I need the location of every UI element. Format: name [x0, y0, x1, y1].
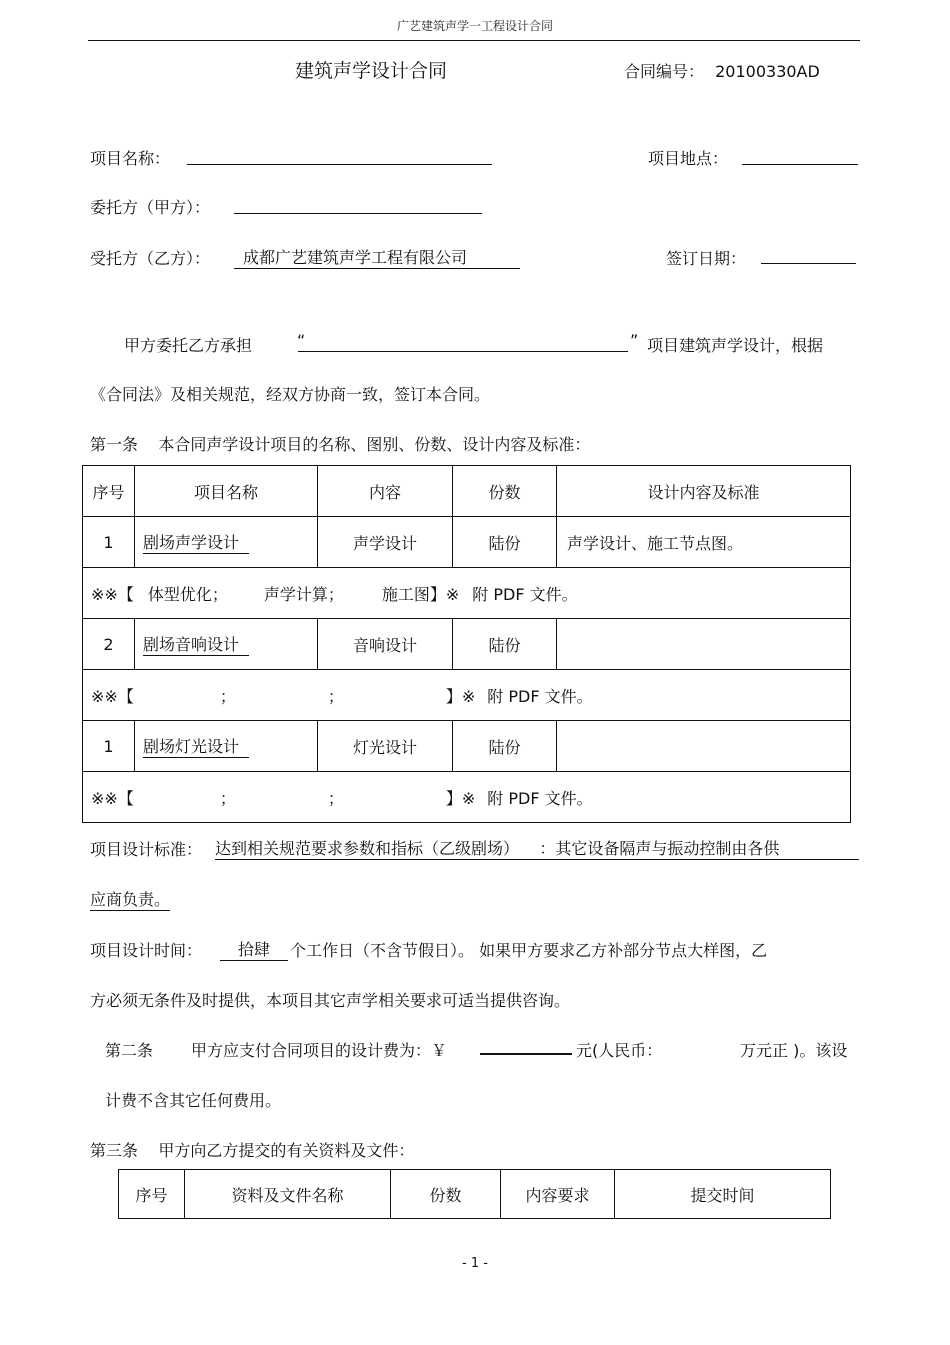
design-standard-text: 达到相关规范要求参数和指标（乙级剧场） ：其它设备隔声与振动控制由各供 — [215, 836, 859, 860]
row-no: 1 — [83, 721, 135, 772]
col-header-content: 内容 — [318, 466, 453, 517]
row-copies: 陆份 — [453, 619, 557, 670]
article-1-heading: 第一条 本合同声学设计项目的名称、图别、份数、设计内容及标准： — [90, 435, 591, 454]
sign-date-field[interactable] — [761, 263, 856, 264]
col-header-no: 序号 — [83, 466, 135, 517]
row-copies: 陆份 — [453, 517, 557, 568]
design-fee-field[interactable] — [480, 1053, 572, 1055]
design-time-text: 个工作日（不含节假日）。 如果甲方要求乙方补部分节点大样图，乙 — [290, 941, 768, 960]
project-name-label: 项目名称： — [90, 149, 171, 168]
note-open: ※※【 — [91, 686, 134, 706]
contractor-label: 受托方（乙方）： — [90, 249, 211, 268]
design-standard-label: 项目设计标准： — [90, 840, 203, 859]
design-time-days: 拾肆 — [220, 937, 288, 961]
project-location-label: 项目地点： — [648, 149, 729, 168]
contract-title: 建筑声学设计合同 — [294, 60, 447, 82]
documents-table — [118, 1169, 831, 1219]
row-copies: 陆份 — [453, 721, 557, 772]
row-project-name: 剧场声学设计 — [135, 517, 318, 568]
design-time-text-cont: 方必须无条件及时提供，本项目其它声学相关要求可适当提供咨询。 — [90, 991, 571, 1010]
sign-date-label: 签订日期： — [666, 249, 747, 268]
note-item-1: 体型优化； — [147, 584, 228, 604]
header-rule — [88, 40, 860, 41]
design-items-table — [82, 465, 851, 823]
note-open: ※※【 — [91, 584, 134, 604]
row-content: 声学设计 — [318, 517, 453, 568]
col-header-name: 项目名称 — [135, 466, 318, 517]
design-standard-text-cont: 应商负责。 — [90, 887, 170, 911]
intro-text-a: 甲方委托乙方承担 — [124, 336, 253, 355]
running-header: 广艺建筑声学一工程设计合同 — [396, 19, 553, 33]
row-standard: 声学设计、施工节点图。 — [557, 517, 851, 568]
contractor-value: 成都广艺建筑声学工程有限公司 — [234, 245, 520, 269]
note-item-1: ； — [219, 686, 228, 706]
row-project-name: 剧场音响设计 — [135, 619, 318, 670]
note-item-3: 施工图】※ — [381, 584, 460, 604]
row-no: 2 — [83, 619, 135, 670]
project-name-field[interactable] — [187, 164, 492, 165]
table-note-row — [83, 568, 851, 619]
commission-project-field[interactable] — [298, 351, 628, 352]
note-attachment: 附 PDF 文件。 — [487, 686, 593, 706]
article-3-heading: 第三条 甲方向乙方提交的有关资料及文件： — [90, 1141, 415, 1160]
article-2-text: 甲方应支付合同项目的设计费为：￥ — [191, 1041, 448, 1060]
note-item-2: ； — [327, 788, 336, 808]
table-header-row — [119, 1170, 831, 1219]
row-content: 灯光设计 — [318, 721, 453, 772]
table-row — [83, 721, 851, 772]
row-project-name: 剧场灯光设计 — [135, 721, 318, 772]
page-number: - 1 - — [462, 1256, 488, 1271]
table-note-row — [83, 670, 851, 721]
row-no: 1 — [83, 517, 135, 568]
row-standard[interactable] — [557, 721, 851, 772]
note-item-2: 声学计算； — [263, 584, 344, 604]
contract-number — [624, 59, 820, 82]
article-2-label: 第二条 — [105, 1041, 154, 1060]
note-item-2: ； — [327, 686, 336, 706]
client-field[interactable] — [234, 213, 482, 214]
client-label: 委托方（甲方）： — [90, 198, 211, 217]
table-note-row — [83, 772, 851, 823]
row-standard[interactable] — [557, 619, 851, 670]
project-location-field[interactable] — [742, 164, 858, 165]
note-item-3: 】※ — [445, 686, 476, 706]
table-row — [83, 619, 851, 670]
note-attachment: 附 PDF 文件。 — [472, 584, 578, 604]
design-time-label: 项目设计时间： — [90, 941, 203, 960]
row-note — [83, 568, 851, 619]
col-header-standard: 设计内容及标准 — [557, 466, 851, 517]
col-header-requirements: 内容要求 — [501, 1170, 615, 1219]
col-header-copies: 份数 — [453, 466, 557, 517]
article-2-text-cont: 计费不含其它任何费用。 — [105, 1091, 282, 1110]
open-quote: “ — [297, 331, 306, 350]
article-2-end: 万元正 )。该设 — [740, 1041, 848, 1060]
table-row — [83, 517, 851, 568]
close-quote: ” — [630, 331, 639, 350]
col-header-document-name: 资料及文件名称 — [185, 1170, 391, 1219]
col-header-submit-time: 提交时间 — [615, 1170, 831, 1219]
row-note — [83, 670, 851, 721]
row-content: 音响设计 — [318, 619, 453, 670]
note-attachment: 附 PDF 文件。 — [487, 788, 593, 808]
col-header-no: 序号 — [119, 1170, 185, 1219]
contract-number-label: 合同编号： — [624, 62, 705, 81]
note-item-3: 】※ — [445, 788, 476, 808]
article-2-rmb: 元(人民币： — [576, 1041, 663, 1060]
note-item-1: ； — [219, 788, 228, 808]
contract-number-value: 20100330AD — [715, 62, 820, 81]
table-header-row — [83, 466, 851, 517]
intro-text-line2: 《合同法》及相关规范，经双方协商一致，签订本合同。 — [90, 385, 491, 404]
note-open: ※※【 — [91, 788, 134, 808]
row-note — [83, 772, 851, 823]
col-header-copies: 份数 — [391, 1170, 501, 1219]
intro-text-b: 项目建筑声学设计，根据 — [647, 336, 824, 355]
